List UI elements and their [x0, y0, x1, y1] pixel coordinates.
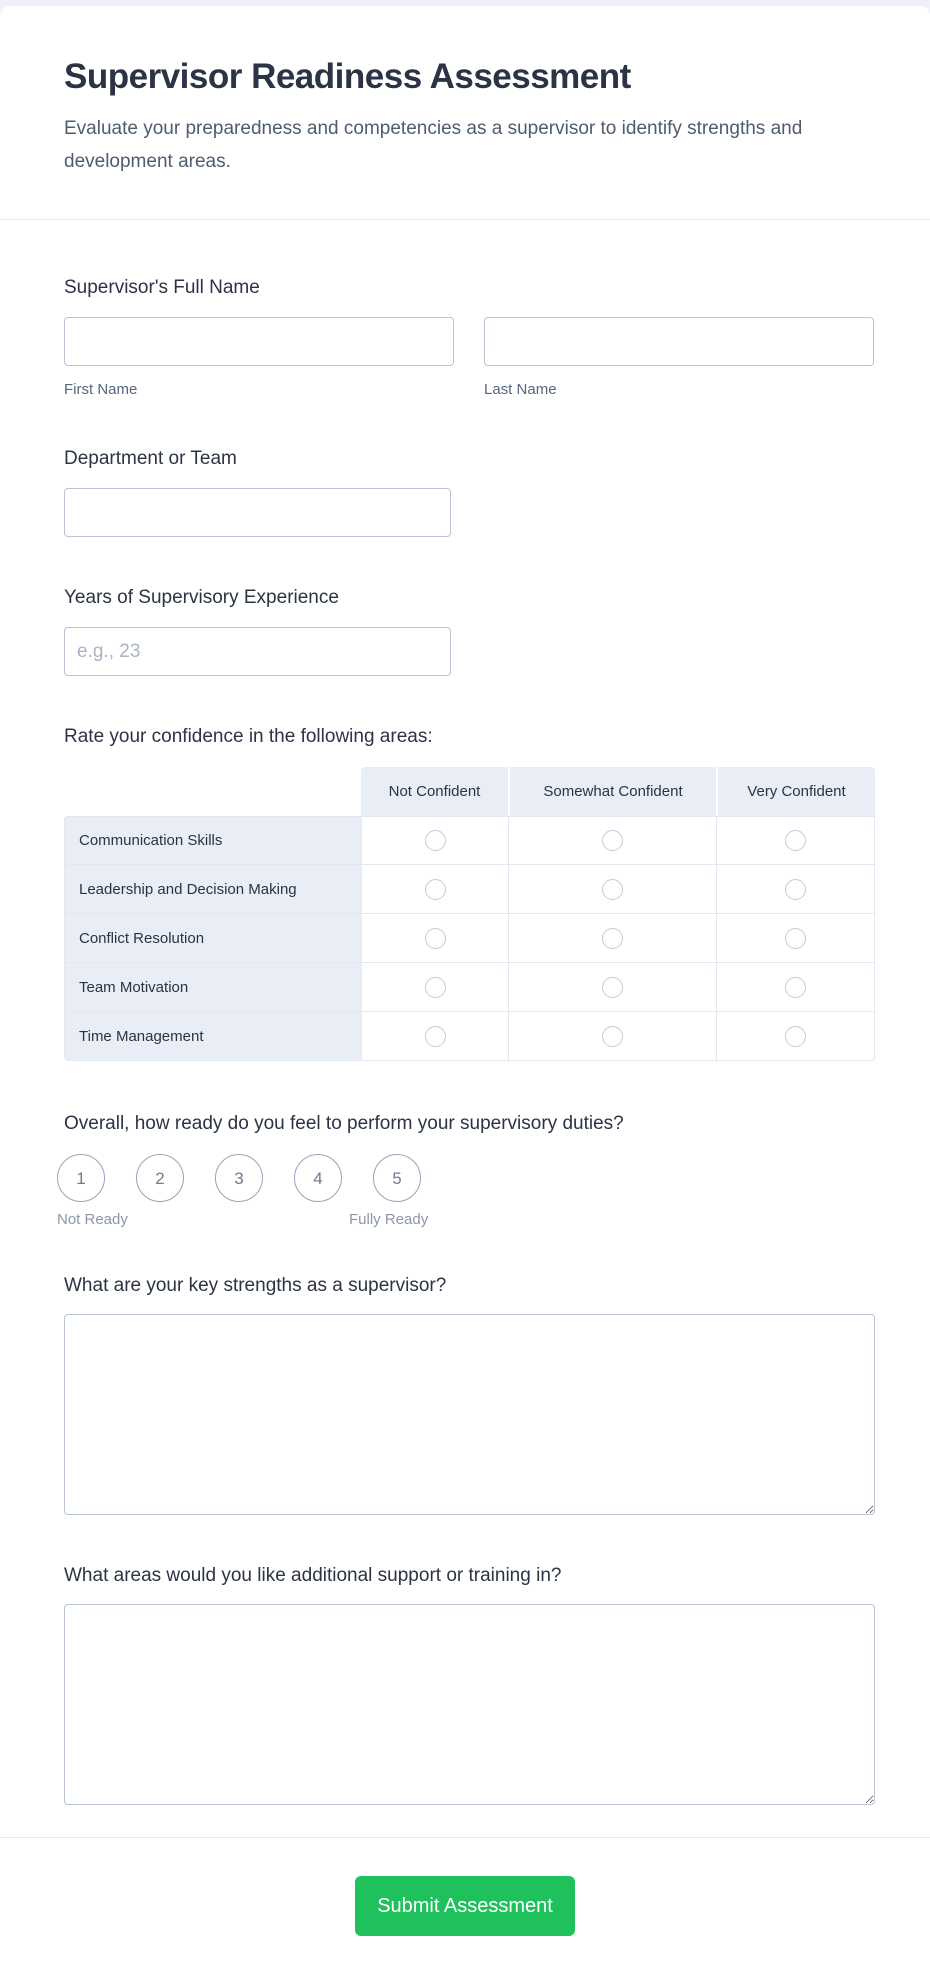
- question-confidence-matrix: [64, 726, 875, 1061]
- matrix-radio-r1-c1[interactable]: [425, 830, 446, 851]
- matrix-row-5: [64, 1012, 875, 1061]
- form-subtitle: Evaluate your preparedness and competencies as a supervisor to identify strengths and development areas.: [64, 118, 803, 172]
- matrix-cell: [361, 816, 508, 865]
- department-label: Department or Team: [64, 448, 237, 469]
- question-experience: [64, 587, 875, 676]
- submit-button[interactable]: Submit Assessment: [355, 1876, 575, 1936]
- form-body: [0, 277, 930, 1805]
- question-strengths: [64, 1275, 875, 1515]
- matrix-radio-r3-c1[interactable]: [425, 928, 446, 949]
- support-textarea[interactable]: [64, 1604, 875, 1805]
- question-support: [64, 1565, 875, 1805]
- matrix-row-label: Time Management: [64, 1012, 361, 1061]
- experience-input[interactable]: [64, 627, 451, 676]
- scale-min-label: Not Ready: [57, 1211, 128, 1228]
- first-name-sublabel: First Name: [64, 381, 138, 398]
- matrix-cell: [508, 816, 716, 865]
- matrix-radio-r4-c1[interactable]: [425, 977, 446, 998]
- scale-option-5[interactable]: 5: [373, 1154, 421, 1202]
- matrix-radio-r2-c3[interactable]: [785, 879, 806, 900]
- matrix-cell: [716, 963, 875, 1012]
- form-card: [0, 6, 930, 1986]
- matrix-cell: [716, 816, 875, 865]
- support-label: What areas would you like additional support or training in?: [64, 1565, 562, 1586]
- matrix-cell: [508, 1012, 716, 1061]
- matrix-row-1: [64, 816, 875, 865]
- matrix-radio-r1-c3[interactable]: [785, 830, 806, 851]
- question-department: [64, 448, 875, 537]
- matrix-row-2: [64, 865, 875, 914]
- question-full-name: [64, 277, 875, 398]
- strengths-textarea[interactable]: [64, 1314, 875, 1515]
- form-title: Supervisor Readiness Assessment: [64, 57, 631, 96]
- matrix-cell: [716, 865, 875, 914]
- first-name-col: [64, 317, 454, 398]
- matrix-cell: [716, 914, 875, 963]
- matrix-radio-r2-c1[interactable]: [425, 879, 446, 900]
- matrix-radio-r1-c2[interactable]: [602, 830, 623, 851]
- experience-label: Years of Supervisory Experience: [64, 587, 339, 608]
- matrix-corner-cell: [64, 767, 361, 816]
- matrix-cell: [361, 914, 508, 963]
- matrix-cell: [508, 914, 716, 963]
- strengths-label: What are your key strengths as a supervisor?: [64, 1275, 447, 1296]
- submit-row: [0, 1838, 930, 1986]
- matrix-column-header-2: Somewhat Confident: [508, 767, 716, 816]
- scale-max-label: Fully Ready: [349, 1211, 429, 1228]
- matrix-column-header-3: Very Confident: [716, 767, 875, 816]
- readiness-scale-label: Overall, how ready do you feel to perform your supervisory duties?: [64, 1113, 624, 1134]
- confidence-matrix-label: Rate your confidence in the following areas:: [64, 726, 433, 747]
- scale-option-4[interactable]: 4: [294, 1154, 342, 1202]
- matrix-radio-r4-c2[interactable]: [602, 977, 623, 998]
- matrix-cell: [361, 1012, 508, 1061]
- scale-option-1[interactable]: 1: [57, 1154, 105, 1202]
- matrix-radio-r4-c3[interactable]: [785, 977, 806, 998]
- matrix-column-header-1: Not Confident: [361, 767, 508, 816]
- matrix-cell: [361, 865, 508, 914]
- department-input[interactable]: [64, 488, 451, 537]
- first-name-input[interactable]: [64, 317, 454, 366]
- confidence-matrix-table: [64, 767, 875, 1061]
- last-name-sublabel: Last Name: [484, 381, 557, 398]
- readiness-scale-options: [57, 1154, 875, 1202]
- matrix-radio-r3-c3[interactable]: [785, 928, 806, 949]
- matrix-radio-r5-c2[interactable]: [602, 1026, 623, 1047]
- matrix-row-3: [64, 914, 875, 963]
- scale-option-2[interactable]: 2: [136, 1154, 184, 1202]
- question-readiness-scale: [57, 1113, 875, 1229]
- matrix-cell: [508, 963, 716, 1012]
- full-name-row: [64, 317, 875, 398]
- form-header: [0, 6, 930, 219]
- scale-option-3[interactable]: 3: [215, 1154, 263, 1202]
- matrix-row-4: [64, 963, 875, 1012]
- header-divider: [0, 219, 930, 220]
- matrix-radio-r2-c2[interactable]: [602, 879, 623, 900]
- matrix-row-label: Team Motivation: [64, 963, 361, 1012]
- last-name-input[interactable]: [484, 317, 874, 366]
- matrix-radio-r3-c2[interactable]: [602, 928, 623, 949]
- matrix-cell: [508, 865, 716, 914]
- matrix-radio-r5-c3[interactable]: [785, 1026, 806, 1047]
- matrix-row-label: Leadership and Decision Making: [64, 865, 361, 914]
- last-name-col: [484, 317, 874, 398]
- matrix-row-label: Conflict Resolution: [64, 914, 361, 963]
- spacer: [0, 1805, 930, 1837]
- matrix-radio-r5-c1[interactable]: [425, 1026, 446, 1047]
- readiness-scale-captions: [57, 1211, 875, 1229]
- matrix-row-label: Communication Skills: [64, 816, 361, 865]
- matrix-cell: [716, 1012, 875, 1061]
- matrix-header-row: [64, 767, 875, 816]
- matrix-cell: [361, 963, 508, 1012]
- full-name-label: Supervisor's Full Name: [64, 277, 260, 298]
